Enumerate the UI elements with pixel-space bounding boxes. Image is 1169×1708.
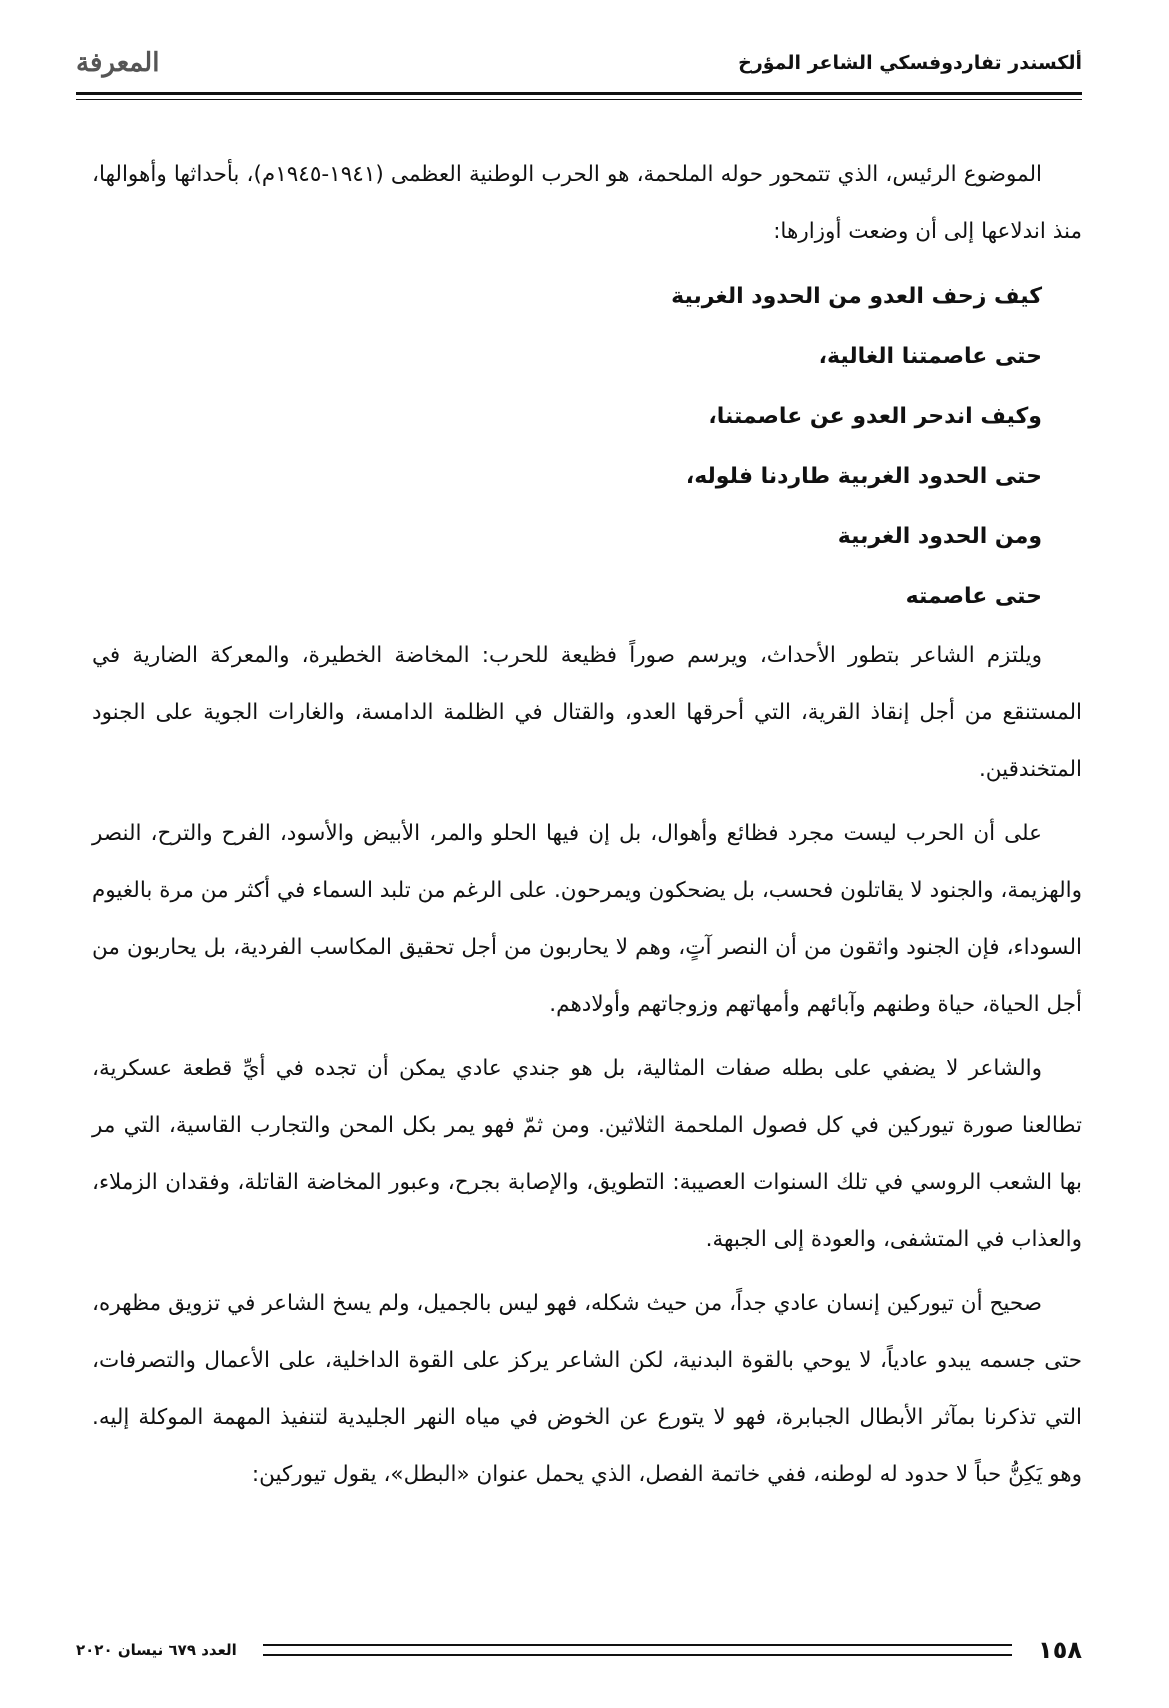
journal-logo: المعرفة: [76, 48, 160, 78]
paragraph-war-contrasts: على أن الحرب ليست مجرد فظائع وأهوال، بل إن فيها الحلو والمر، الأبيض والأسود، الفرح والترح، النصر والهزيمة، والجنود لا يقاتلون فحسب، بل يضحكون ويمرحون. على الرغم من تلبد السماء في أكثر من مرة بالغيوم السوداء، فإن الجنود واثقون من أن النصر آتٍ، وهم لا يحاربون من أجل تحقيق المكاسب الفردية، بل يحاربون من أجل الحياة، حياة وطنهم وآبائهم وأمهاتهم وزوجاتهم وأولادهم.: [92, 821, 1082, 1017]
page-header: [76, 48, 1082, 78]
page-number: ١٥٨: [1038, 1636, 1082, 1664]
poem-line: وكيف اندحر العدو عن عاصمتنا،: [708, 404, 1042, 429]
paragraph-hero-ordinary: والشاعر لا يضفي على بطله صفات المثالية، بل هو جندي عادي يمكن أن تجده في أيِّ قطعة عسكرية، تطالعنا صورة تيوركين في كل فصول الملحمة الثلاثين. ومن ثمّ فهو يمر بكل المحن والتجارب القاسية، التي مر بها الشعب الروسي في تلك السنوات العصيبة: التطويق، والإصابة بجرح، وعبور المخاضة القاتلة، وفقدان الزملاء، والعذاب في المتشفى، والعودة إلى الجبهة.: [92, 1056, 1082, 1252]
poem-line: حتى الحدود الغربية طاردنا فلوله،: [685, 464, 1042, 489]
poem-line: كيف زحف العدو من الحدود الغربية: [671, 284, 1042, 309]
poem-line: حتى عاصمتنا الغالية،: [818, 344, 1042, 369]
poem-line: ومن الحدود الغربية: [837, 524, 1042, 549]
header-rule-thin: [76, 99, 1082, 100]
paragraph-intro: الموضوع الرئيس، الذي تتمحور حوله الملحمة، هو الحرب الوطنية العظمى (١٩٤١-١٩٤٥م)، بأحداثها وأهوالها، منذ اندلاعها إلى أن وضعت أوزارها:: [92, 162, 1082, 244]
poem-excerpt: [92, 267, 1082, 627]
header-rule-thick: [76, 92, 1082, 95]
poem-line: حتى عاصمته: [905, 584, 1042, 609]
paragraph-war-scenes: ويلتزم الشاعر بتطور الأحداث، ويرسم صوراً فظيعة للحرب: المخاضة الخطيرة، والمعركة الضارية في المستنقع من أجل إنقاذ القرية، التي أحرقها العدو، والقتال في الظلمة الدامسة، والغارات الجوية على الجنود المتخندقين.: [92, 643, 1082, 782]
footer-rule: [263, 1644, 1012, 1656]
running-title: ألكسندر تفاردوفسكي الشاعر المؤرخ: [738, 52, 1082, 74]
issue-info: العدد ٦٧٩ نيسان ٢٠٢٠: [76, 1641, 237, 1659]
article-body: [92, 146, 1082, 1510]
page-footer: [76, 1635, 1082, 1665]
paragraph-hero-strength: صحيح أن تيوركين إنسان عادي جداً، من حيث شكله، فهو ليس بالجميل، ولم يسخ الشاعر في تزويق مظهره، حتى جسمه يبدو عادياً، لا يوحي بالقوة البدنية، لكن الشاعر يركز على القوة الداخلية، على الأعمال والتصرفات، التي تذكرنا بمآثر الأبطال الجبابرة، فهو لا يتورع عن الخوض في مياه النهر الجليدية لتنفيذ المهمة الموكلة إليه. وهو يَكِنُّ حباً لا حدود له لوطنه، ففي خاتمة الفصل، الذي يحمل عنوان «البطل»، يقول تيوركين:: [92, 1291, 1082, 1487]
